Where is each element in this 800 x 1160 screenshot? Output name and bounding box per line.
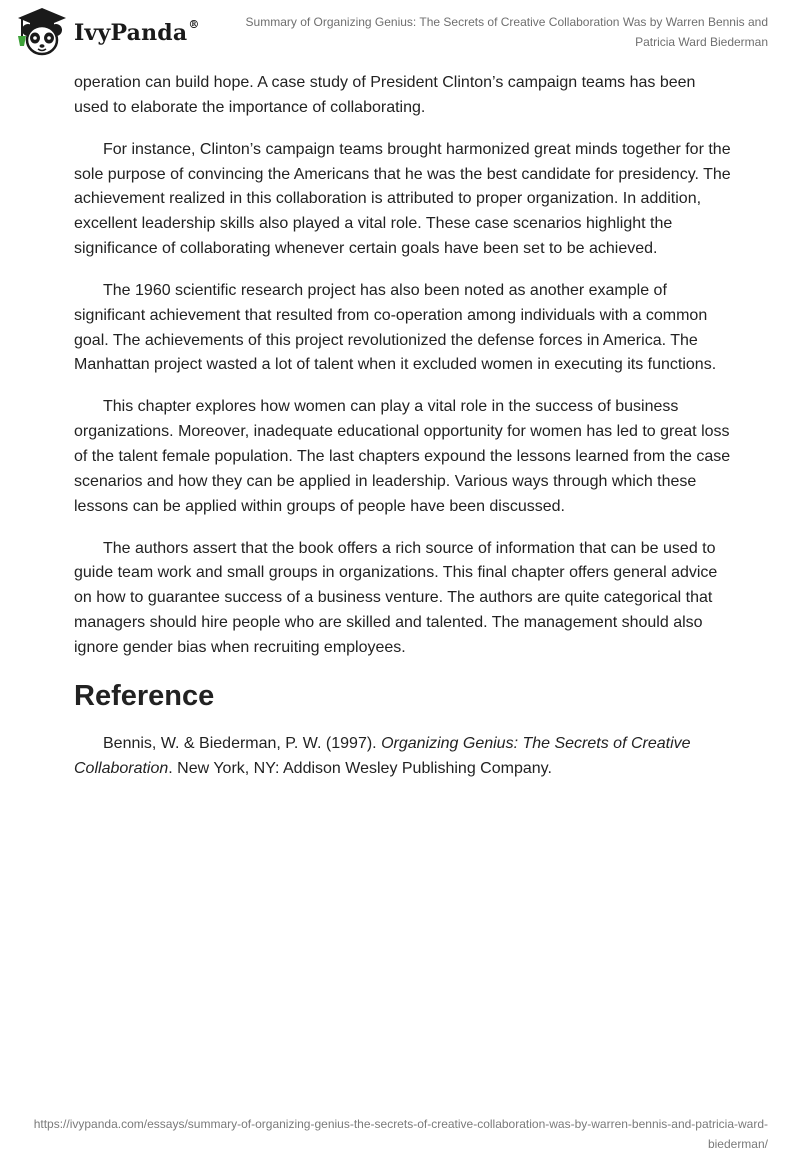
panda-graduate-icon [14,6,70,58]
reference-publisher: . New York, NY: Addison Wesley Publishing Company. [168,760,552,778]
reference-book-title: Organizing Genius: The Secrets of Creative Collaboration [74,735,691,778]
registered-mark: ® [188,18,200,31]
page-header [0,0,800,64]
paragraph: This chapter explores how women can play a vital role in the success of business organizations. Moreover, inadequate educational opportunity for women has led to great loss of the talent female population. The last chapters expound the lessons learned from the case scenarios and how they can be applied in leadership. Various ways through which these lessons can be applied within groups of people have been discussed. [74,398,731,515]
paragraph: The authors assert that the book offers a rich source of information that can be used to guide team work and small groups in organizations. This final chapter offers general advice on how to guarantee success of a business venture. The authors are quite categorical that managers should hire people who are skilled and talented. The management should also ignore gender bias when recruiting employees. [74,539,718,656]
brand-text: IvyPanda [74,20,188,46]
document-title: Summary of Organizing Genius: The Secrets of Creative Collaboration Was by Warren Bennis and Patricia Ward Biederman [245,15,768,49]
source-url[interactable]: https://ivypanda.com/essays/summary-of-organizing-genius-the-secrets-of-creative-collaboration-was-by-warren-bennis-and-patricia-ward-biederman/ [33,1117,768,1151]
essay-content [74,71,734,799]
ivypanda-logo[interactable] [14,6,200,58]
paragraph: The 1960 scientific research project has also been noted as another example of significant achievement that resulted from co-operation among individuals with a common goal. The achievements of this project revolutionized the defense forces in America. The Manhattan project wasted a lot of talent when it excluded women in executing its functions. [74,281,717,374]
paragraph: operation can build hope. A case study of President Clinton’s campaign teams has been used to elaborate the importance of collaborating. [74,74,696,116]
reference-heading: Reference [74,680,215,713]
reference-entry [74,732,734,782]
reference-authors: Bennis, W. & Biederman, P. W. (1997). [103,735,382,753]
paragraph: For instance, Clinton’s campaign teams brought harmonized great minds together for the sole purpose of convincing the Americans that he was the best candidate for presidency. The achievement realized in this collaboration is attributed to proper organization. In addition, excellent leadership skills also played a vital role. These case scenarios highlight the significance of collaborating whenever certain goals have been set to be achieved. [74,140,731,257]
brand-name [74,18,200,46]
